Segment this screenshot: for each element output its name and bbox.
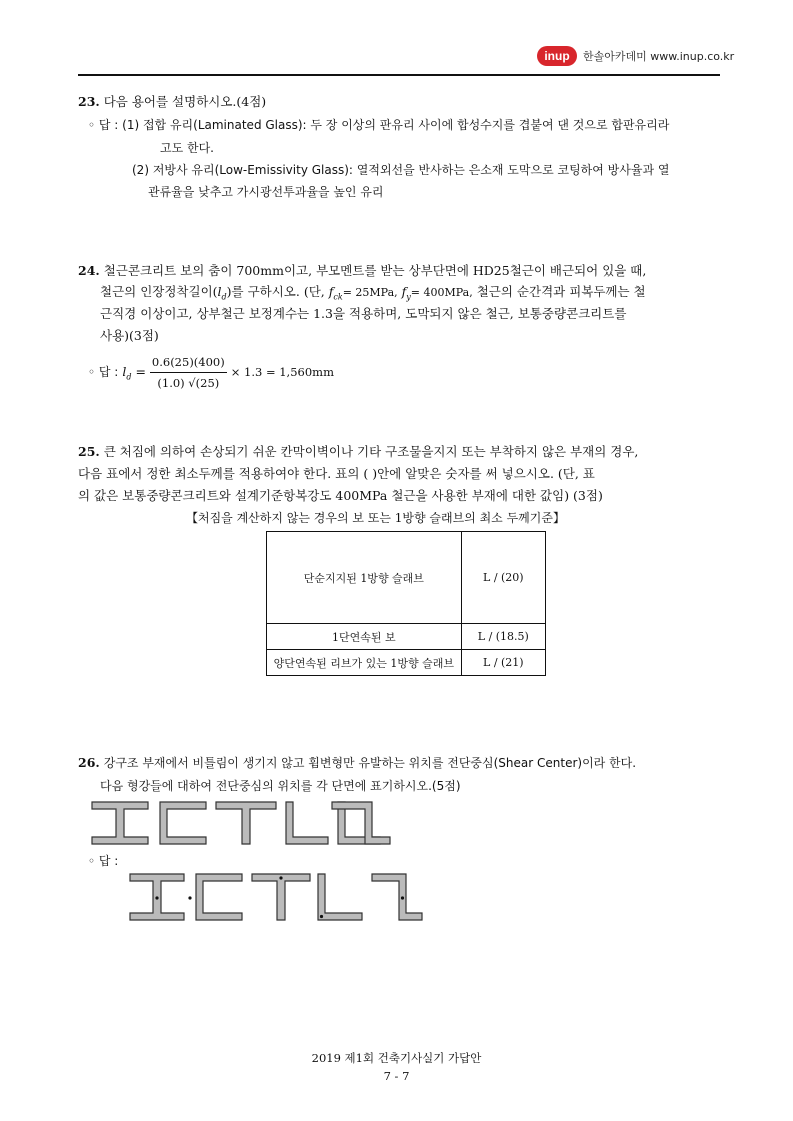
q26-answer-prefix: ◦ 답 : [88,854,119,868]
table-row [267,532,546,624]
shear-center-dot [401,896,404,899]
q25-number: 25. [78,444,100,459]
table-row [267,650,546,676]
angle-section-shape [318,874,362,920]
table-cell-value: L / (21) [461,650,545,676]
q25-line2: 다음 표에서 정한 최소두께를 적용하여야 한다. 표의 ( )안에 알맞은 숫자를 써 넣으시오. (단, 표 [78,466,595,481]
fck-subscript: ck [333,292,343,302]
q25-line3: 의 값은 보통중량콘크리트와 설계기준항복강도 400MPa 철근을 사용한 부재에 대한 값임) (3점) [78,488,603,503]
fck-value: = 25MPa, [342,286,398,299]
footer-page-number: 7 - 7 [383,1069,410,1083]
footer-title: 2019 제1회 건축기사실기 가답안 [311,1051,482,1065]
header-rule [78,74,720,76]
table-cell-member: 단순지지된 1방향 슬래브 [267,532,462,624]
table-cell-value: L / (18.5) [461,624,545,650]
inup-logo: inup [537,46,577,66]
fraction-denominator: (1.0) √(25) [157,376,220,390]
answer-ld-symbol: l [122,364,127,379]
z-section-shape [332,802,390,844]
i-section-shape [92,802,148,844]
q26-line2: 다음 형강들에 대하여 전단중심의 위치를 각 단면에 표기하시오.(5점) [100,779,461,793]
table-cell-member: 양단연속된 리브가 있는 1방향 슬래브 [267,650,462,676]
answer-result: × 1.3 = 1,560mm [230,365,334,379]
q23-answer-line2: 고도 한다. [160,141,214,155]
shear-center-dot [320,915,323,918]
q23-text: 다음 용어를 설명하시오.(4점) [103,94,267,109]
q25-text1: 큰 처짐에 의하여 손상되기 쉬운 칸막이벽이나 기타 구조물을지지 또는 부착하지 않은 부재의 경우, [103,444,639,459]
table-cell-member: 1단연속된 보 [267,624,462,650]
table-row [267,624,546,650]
q26-number: 26. [78,755,100,770]
q24-text2c: 철근의 순간격과 피복두께는 철 [476,284,646,299]
fck-symbol: f [328,284,334,299]
q24-answer [88,352,334,393]
shear-center-dot [188,896,191,899]
q23-answer-line3: (2) 저방사 유리(Low-Emissivity Glass): 열적외선을 반사하는 은소재 도막으로 코팅하여 방사율과 열 [132,163,670,177]
q26-line1 [78,754,636,772]
t-section-shape [252,874,310,920]
min-thickness-table [266,531,546,676]
table-caption: 【처짐을 계산하지 않는 경우의 보 또는 1방향 슬래브의 최소 두께기준】 [186,511,565,525]
answer-shapes [128,872,428,924]
channel-section-shape [196,874,242,920]
q23-answer-line1: ◦ 답 : (1) 접합 유리(Laminated Glass): 두 장 이상의 판유리 사이에 합성수지를 겹붙여 댄 것으로 합판유리라 [88,118,670,132]
q24-number: 24. [78,263,100,278]
q24-text2a: 철근의 인장정착길이( [100,284,218,299]
q25-line1 [78,443,638,461]
q24-line4: 사용)(3점) [100,328,159,343]
q24-line1 [78,262,646,280]
q24-answer-prefix: ◦ 답 : [88,365,119,379]
q24-line3: 근직경 이상이고, 상부철근 보정계수는 1.3을 적용하며, 도막되지 않은 철근, 보통중량콘크리트를 [100,306,627,321]
answer-ld-subscript: d [126,372,132,382]
fy-value: = 400MPa, [410,286,473,299]
t-section-shape [216,802,276,844]
q26-text1: 강구조 부재에서 비틀림이 생기지 않고 휨변형만 유발하는 위치를 전단중심(Shear Center)이라 한다. [103,756,637,770]
channel-section-shape [160,802,206,844]
angle-section-shape [286,802,328,844]
q24-text2b: )를 구하시오. (단, [226,284,329,299]
shear-center-dot [155,896,158,899]
answer-fraction [150,352,227,393]
z-section-shape [372,874,422,920]
fraction-numerator: 0.6(25)(400) [150,352,227,373]
fy-symbol: f [401,284,407,299]
shear-center-dot [279,876,282,879]
q24-line2 [100,283,646,307]
q24-text1: 철근콘크리트 보의 춤이 700mm이고, 부모멘트를 받는 상부단면에 HD25철근이 배근되어 있을 때, [103,263,647,278]
brand-text: 한솔아카데미 www.inup.co.kr [583,50,735,63]
question-z-shape [330,800,400,846]
answer-equals: = [135,364,146,379]
ld-symbol: l [217,284,222,299]
q23-answer-line4: 관류율을 낮추고 가시광선투과율을 높인 유리 [148,185,384,199]
table-cell-value: L / (20) [461,532,545,624]
ld-subscript: d [221,292,227,302]
fy-subscript: y [406,292,411,302]
q23-question [78,93,266,111]
q23-number: 23. [78,94,100,109]
